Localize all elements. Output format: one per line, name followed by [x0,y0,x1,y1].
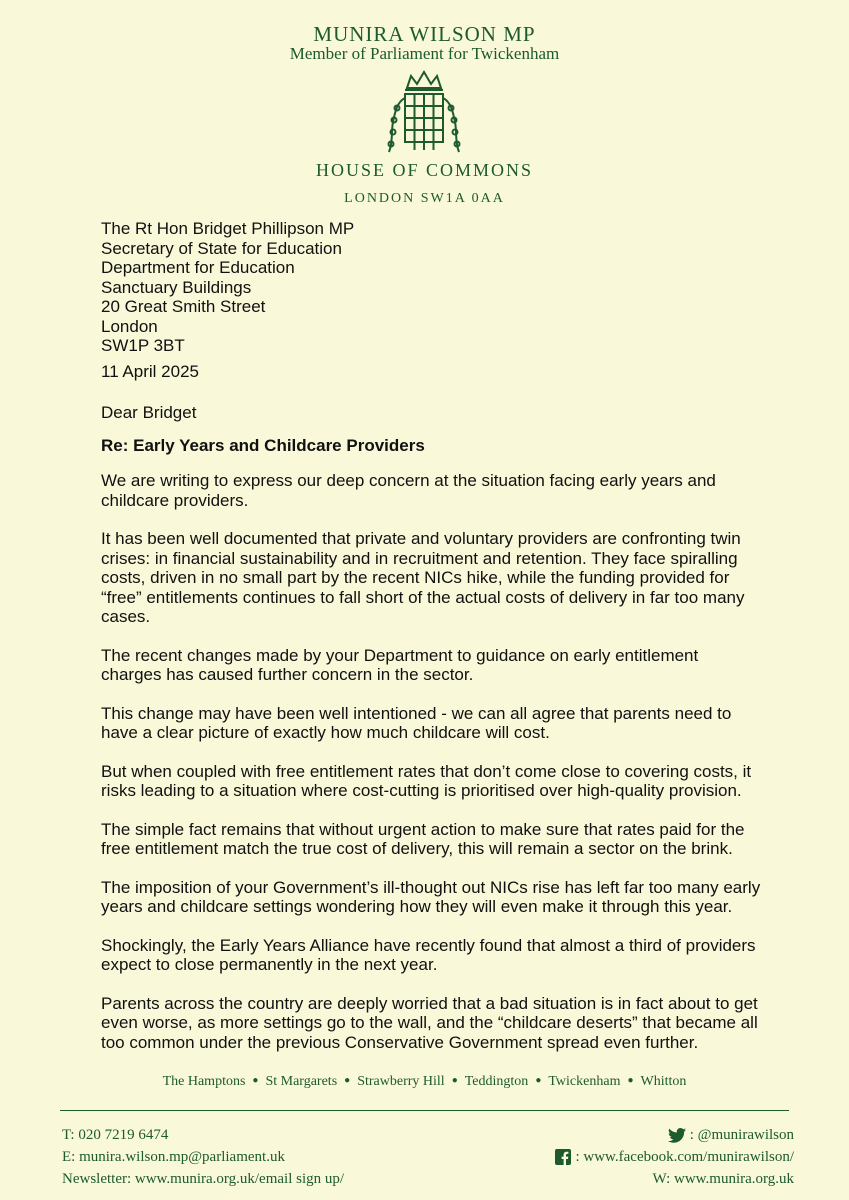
paragraph: Parents across the country are deeply worried that a bad situation is in fact about to get even worse, as more settings go to the wall, and the “childcare deserts” that became all too common under the previous Conservative Government spread even further. [101,993,758,1052]
portcullis-icon [385,68,463,158]
bullet-icon: ● [535,1075,542,1086]
letter-body [101,471,761,1071]
ward-name: Twickenham [548,1074,621,1089]
letterhead-role: Member of Parliament for Twickenham [289,44,560,63]
recipient-line: SW1P 3BT [101,336,185,355]
paragraph: The simple fact remains that without urgent action to make sure that rates paid for the free entitlement match the true cost of delivery, this will remain a sector on the brink. [101,819,745,858]
facebook-row[interactable] [555,1146,794,1168]
email-link[interactable]: E: munira.wilson.mp@parliament.uk [62,1149,285,1165]
telephone: T: 020 7219 6474 [62,1127,169,1143]
ward-name: Strawberry Hill [357,1074,445,1089]
newsletter-link[interactable]: Newsletter: www.munira.org.uk/email sign up/ [62,1171,345,1187]
website-link[interactable]: W: www.munira.org.uk [652,1171,794,1187]
bullet-icon: ● [252,1075,259,1086]
twitter-row[interactable] [555,1124,794,1146]
recipient-address [101,219,761,356]
recipient-line: London [101,316,158,336]
paragraph: It has been well documented that private and voluntary providers are confronting twin crises: in financial sustainability and in recruitment and retention. They face spiralling costs, driven in no small part by the recent NICs hike, while the funding provided for “free” entitlements continues to fall short of the actual costs of delivery in far too many cases. [101,529,745,626]
ward-name: Teddington [464,1074,529,1089]
bullet-icon: ● [344,1075,351,1086]
paragraph: This change may have been well intentioned - we can all agree that parents need to have a clear picture of exactly how much childcare will cost. [101,703,732,742]
social-links [555,1124,794,1190]
recipient-line: 20 Great Smith Street [101,297,266,316]
salutation: Dear Bridget [101,403,197,422]
letterhead-house: HOUSE OF COMMONS [315,160,534,180]
recipient-line: Department for Education [101,258,295,277]
facebook-icon [555,1149,571,1165]
recipient-line: Secretary of State for Education [101,238,342,258]
bullet-icon: ● [451,1075,458,1086]
twitter-bird-icon [668,1128,686,1143]
bullet-icon: ● [627,1075,634,1086]
facebook-url: : www.facebook.com/munirawilson/ [575,1149,794,1165]
letter-date: 11 April 2025 [101,362,199,381]
footer-divider [60,1110,789,1111]
recipient-line: Sanctuary Buildings [101,277,252,297]
paragraph: We are writing to express our deep concern at the situation facing early years and childcare providers. [101,471,716,510]
subject-line: Re: Early Years and Childcare Providers [101,436,425,455]
ward-name: St Margarets [265,1074,338,1089]
twitter-handle: : @munirawilson [689,1127,794,1143]
ward-name: The Hamptons [162,1074,246,1089]
ward-list [0,1074,849,1090]
ward-name: Whitton [640,1074,687,1089]
contact-details [62,1124,344,1190]
paragraph: Shockingly, the Early Years Alliance have recently found that almost a third of providers expect to close permanently in the next year. [101,935,756,974]
letterhead-name: MUNIRA WILSON MP [313,22,536,46]
recipient-line: The Rt Hon Bridget Phillipson MP [101,219,355,238]
paragraph: The imposition of your Government’s ill-thought out NICs rise has left far too many early years and childcare settings wondering how they will even make it through this year. [101,877,761,916]
paragraph: The recent changes made by your Department to guidance on early entitlement charges has caused further concern in the sector. [101,645,699,684]
letterhead-address: LONDON SW1A 0AA [344,191,505,206]
paragraph: But when coupled with free entitlement rates that don’t come close to covering costs, it risks leading to a situation where cost-cutting is prioritised over high-quality provision. [101,761,752,800]
